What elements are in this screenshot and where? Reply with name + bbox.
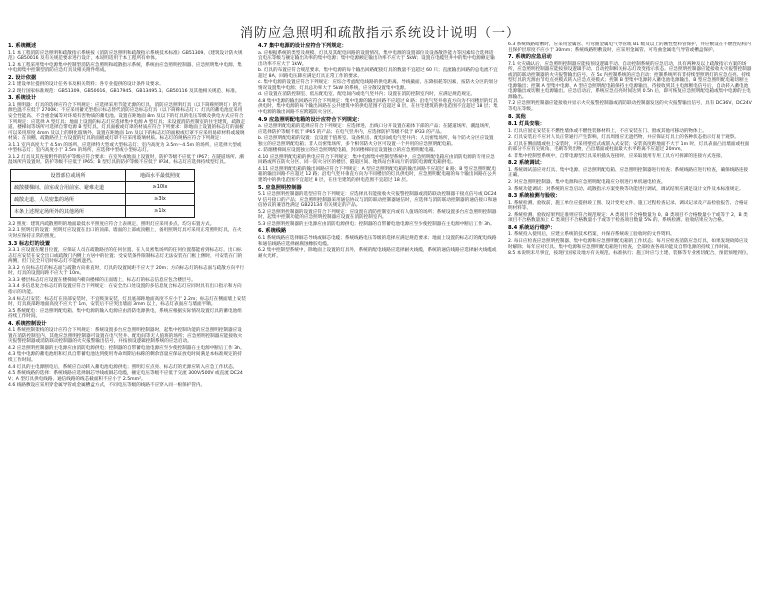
paragraph: 3. 系统功能调试：对系统的应急启动、疏散指示方案变换等功能进行调试，调试结果应满足设计文件及本标准规定。 [508, 186, 744, 192]
paragraph: 4.6 线路敷设应采用穿金属导管或金属槽盒方式，不同电压等级的线路不应穿入同一根保护管内。 [8, 383, 206, 389]
paragraph: 4.4 灯具的主电源断电后，系统应自动转入蓄电池电源供电；照明灯应点亮、标志灯的光源应转入应急工作状态。 [8, 364, 238, 370]
paragraph: b. 应急照明配电箱的设置：宜设置于值班室、设备机房、配电间或电气竖井内；人员密集场所，每个防火分区应设置独立的应急照明配电箱；非人员密集场所，多个相邻防火分区可设置一个共用的应急照明配电箱。 [258, 136, 494, 147]
paragraph: 7.1 火灾确认后，应急照明控制器应能按预设逻辑手动、自动控制系统的应急启动，具有两种及以上疏散指示方案的场所，应急照明控制器应能按预设逻辑手动、自动控制相关标志灯改变指示状态。应急照明控制器应能接收火灾报警控制器或消防联动控制器的火灾报警输出信号，在 5s 内控制系统的应急启动：控制系统所有非持续型照明灯的应急点亮、持续型灯具的光源由节电点亮模式转入应急点亮模式；控制 B 型集中电源转入蓄电池电源输出、B 型应急照明配电箱切断主电源输出；控制 A 型集中电源、A 型应急照明配电箱保持主电源输出，待接收到其主电源断电信号后，自动转入蓄电池电源输出或切断主电源输出。应急启动后，系统应急点亮时间达到 0.5h 后，即可恢复应急照明配电箱或集中电源的主电源输出。 [508, 61, 752, 100]
paragraph: 6.2 集中控制型系统中，除地面上设置的灯具外，系统的配电线路应选择耐火线缆，系统的通信线路应选择耐火线缆或耐火光纤。 [258, 248, 497, 259]
paragraph: 3.3.4 多信息复合标志灯的设置应符合下列规定：在安全出口处设置的多信息复合标志灯应同时具有出口指示和方向指示的功能。 [8, 284, 242, 295]
paragraph: 3.2.1 照明灯的设置：照明灯应设置在出口的顶部、墙面的上部或顶棚上，备用照明灯具可采用正常照明灯具，在火灾时应保持正常的照度。 [8, 228, 242, 240]
paragraph: 3.1.2 灯具及其连接附件的防护等级应符合要求：在室外或地面上设置时，防护等级不应低于 IP67；在隧道场所、潮湿场所内设置时，防护等级不应低于 IP65；B 型灯具的防护等级不应低于 IP34。标志灯应选择持续型灯具。 [8, 154, 244, 166]
table-row [11, 205, 195, 217]
illuminance-table [10, 169, 195, 218]
paragraph: d. 应设置在消防控制室、低压配电室、配电间内或电气竖井内；设置在消防控制室内时，应满足规范规定。 [258, 92, 476, 98]
paragraph: c. 集中电源的设置应符合下列规定：应综合考虑配电线路的供电距离、导线截面、压降损耗等因素，按防火分区的划分情况设置集中电源；灯具总功率大于 5kW 的系统，应分散设置集中电源。 [258, 80, 498, 91]
table-cell: ≥10lx [126, 181, 195, 193]
paragraph: 4.2 应急照明控制器的主电源应由消防电源供电；控制器的自带蓄电池电源应至少使控制器在主电源中断后工作 3h。 [8, 345, 245, 351]
paragraph: 3.3.3 楼层标志灯应设置在楼梯间内朝向楼梯的正面墙上，标志灯的标志信息应包含楼层号。 [8, 277, 196, 283]
table-header-cell: 地面水平最低照度 [126, 169, 195, 181]
table-cell: ≥3lx [126, 193, 195, 205]
paragraph: 4.11 应急照明配电箱的输出回路应符合下列规定：A 型应急照明配电箱的输出回路不应超过 8 路；B 型应急照明配电箱的输出回路不应超过 12 路；沿电气竖井垂直方向为不同楼层的灯具供电时，应急照明配电箱的每个输出回路在公共建筑中的供电范围不宜超过 8 层，在住宅建筑的供电范围不宜超过 18 层。 [258, 166, 497, 184]
paragraph: 4.1 系统控制架构的设计应符合下列规定：系统设置多台应急照明控制器时，起集中控制功能的应急照明控制器应设置在消防控制室内，其他应急照明控制器可设置在电气竖井、配电间等无人值班的场所；应急照明控制器应能接收火灾报警控制器或消防联动控制器的火灾报警输出信号，并按预设逻辑控制系统的应急启动。 [8, 328, 243, 345]
paragraph: 8.5 本说明未尽事宜，按现行国家及地方有关规范、标准执行；施工时应与土建、装修等专业密切配合，预留预埋到位。 [508, 251, 752, 257]
section-heading: 8.3 系统检测与验收： [508, 193, 561, 200]
paragraph: b. 灯具的布置应符合规范要求，集中电源的每个输出回路配接灯具的数量不宜超过 60 只；直流输出回路的总电流不宜超过 8A，回路电压降应满足灯具正常工作的要求。 [258, 68, 498, 79]
paragraph: 1. 系统调试前应对灯具、集中电源、应急照明配电箱、应急照明控制器进行检查；系统线路应进行检查，确保线路连接正确。 [508, 167, 749, 179]
paragraph: 3.2 照度：建筑内疏散照明的地面最低水平照度应符合上表规定，照明灯应采用多点、均匀布置方式。 [8, 221, 215, 227]
paragraph: a. 应根据系统的类型及规模、灯具及其配电回路的设置情况、集中电源的设置部位及设备散热能力等因素综合选择适宜电压等级与额定输出功率的集中电源；集中电源额定输出功率不应大于 5kW；设置在电缆竖井中的集中电源额定输出功率不应大于 1kW。 [258, 50, 495, 67]
table-cell: 疏散楼梯间、前室或合用前室、避难走道 [11, 181, 126, 193]
paragraph: 4.8 集中电源的输出回路应符合下列规定：集中电源的输出回路不应超过 8 路；沿电气竖井垂直方向为不同楼层的灯具供电时，集中电源的每个输出回路在公共建筑中的供电范围不宜超过 8 层，在住宅建筑的供电范围不宜超过 18 层；集中电源的输出回路不应跨越防火分区。 [258, 98, 498, 116]
section-heading: 5. 应急照明控制器 [258, 184, 302, 191]
table-header-cell: 设置部位或场所 [11, 169, 126, 181]
paragraph: 3.1 照明器：灯具的选择应符合下列规定：应选择采用节能光源的灯具，消防应急照明灯具（以下简称照明灯）的光源色温不应低于 2700K；不应采用蓄光型指示标志替代消防应急标志灯具（以下简称标志灯）；灯具的蓄电池宜采用安全性能高、不含重金属等对环境有害物质的蓄电池。设置在距地面 8m 及以下的灯具的电压等级及供电方式应符合下列规定：应选择 A 型灯具；地面上设置的标志灯应选择集中电源 A 型灯具；未设置消防控制室的住宅建筑，疏散走道、楼梯间等场所可选择自带电源 B 型灯具。灯具面板或灯罩的材质应符合下列要求：除地面上设置的标志灯的面板可以采用厚度 4mm 及以上的钢化玻璃外，设置在距地面 1m 及以下的标志灯的面板或灯罩不应采用易碎材料或玻璃材质；在顶棚、疏散路径上方设置的灯具的面板或灯罩不应采用玻璃材质。标志灯的规格应符合下列规定： [8, 102, 246, 142]
paragraph: 3. 灯具在侧面墙或柱上安装时，可采用壁挂式或嵌入式安装；安装高度距地面不大于 1m 时，灯具表面凸出墙面或柱面的部分不应有尖锐角、毛刺等突出物，凸出墙面或柱面最大水平距离不应超过 20mm。 [508, 141, 750, 153]
paragraph: 1.2 本工程采用集中电源集中控制型消防应急照明和疏散指示系统，系统由应急照明控制器、应急照明集中电源、集中电源集中控制型消防应急灯具及相关附件组成。 [8, 62, 242, 74]
section-heading: 2. 设计依据 [8, 74, 37, 81]
column-middle [258, 42, 498, 590]
section-heading: 4. 系统控制设计 [8, 320, 47, 327]
table-row [11, 181, 195, 193]
paragraph: 5.3 应急照明控制器的主电源应由消防电源供电；控制器的自带蓄电池电源应至少使控制器在主电源中断后工作 3h。 [258, 221, 495, 227]
right-paragraphs [508, 42, 752, 257]
section-heading: 3. 系统设计 [8, 95, 37, 102]
paragraph: a. 应急照明配电箱的选择应符合下列规定：应选择进、出线口分开设置在箱体下部的产品；在隧道场所、潮湿场所，应选择防护等级不低于 IP65 的产品；在电气竖井内，应选择防护等级不低于 IP33 的产品。 [258, 124, 494, 135]
table-row [11, 193, 195, 205]
paragraph: 7.2 应急照明控制器应能接收并显示火灾报警控制器或消防联动控制器发送的火灾报警输出信号，具有 DC36V、DC24V 等电压等级。 [508, 101, 752, 113]
paragraph: c. 防烟楼梯间应设置独立的应急照明配电箱，封闭楼梯间宜设置独立的应急照明配电箱。 [258, 148, 439, 154]
section-heading: 8. 其他 [508, 113, 526, 120]
column-right [508, 42, 752, 590]
paragraph: 5.1 应急照明控制器的选型应符合下列规定：应选择具有能接收火灾报警控制器或消防联动控制器干接点信号或 DC24V 信号接口的产品；应急照明控制器采用通信协议与消防联动控制器通信时，应选择与消防联动控制器的通信接口和通信协议的兼容性满足 GB22134 有关规定的产品。 [258, 192, 497, 209]
section-heading: 1. 系统概述 [8, 43, 37, 49]
paragraph: 6.3 系统线路暗敷时，应采用金属管、可弯曲金属电气导管或 B1 级及以上的刚性塑料管保护，并应敷设在不燃性结构内且保护层厚度不应小于 30mm；系统线路明敷设时，应采用金属管、可弯曲金属电气导管或槽盒保护。 [508, 42, 751, 53]
paragraph: 4. 非集中控制型系统中，自带电源型灯具采用插头连接时，应采取使用专用工具方可拆卸的连接方式连接。 [508, 153, 726, 159]
section-heading: 8.1 灯具安装： [508, 121, 545, 128]
paragraph: 3.5 系统配电：应急照明配电箱、集中电源的输入电源应由消防电源供电，系统应根据实际情况设置灯具的蓄电池组持续工作时间。 [8, 308, 242, 320]
paragraph: 6.1 系统线路应选择铜芯导线或铜芯电缆；系统线路电压等级的选择应满足规范要求；地面上设置的标志灯的配电线路和通信线路应选择耐腐蚀橡胶电缆。 [258, 235, 497, 247]
paragraph: 3.1.1 室内高度大于 4.5m 的场所，应选择特大型或大型标志灯；室内高度为 3.5m～4.5m 的场所，应选择大型或中型标志灯；室内高度小于 3.5m 的场所，应选择中型或小型标志灯。 [8, 142, 242, 154]
page-title: 消防应急照明和疏散指示系统设计说明（一） [239, 26, 520, 41]
paragraph: 2. 每日应检查应急照明控制器、集中电源和应急照明配电箱的工作状态；每月应检查消防应急灯具，如果发现故障应及时解除；每年应对灯具、集中电源和应急照明配电箱进行检查，全部检查各项功能及自带电源的持续工作时间。 [508, 238, 749, 250]
paragraph: 3.3.2 方向标志灯的标志面与疏散方向垂直时，灯具的设置间距不应大于 20m；方向标志灯的标志面与疏散方向平行时，灯具的设置间距不应大于 10m。 [8, 265, 245, 277]
left-paragraphs-bottom [8, 222, 246, 389]
section-heading: 4.7 集中电源的设计应符合下列规定： [258, 43, 347, 49]
section-heading: 3.3 标志灯的设置 [8, 240, 51, 247]
table-cell: 疏散走道、人员密集的场所 [11, 193, 126, 205]
paragraph: 4.3 集中电源的蓄电池组和灯具自带蓄电池达到使用寿命周期后标称的剩余容量应保证放电时间满足本标准规定的持续工作时间。 [8, 352, 242, 363]
paragraph: 1.1 本工程消防应急照明和疏散指示系统按《消防应急照明和疏散指示系统技术标准》GB51309、《建筑设计防火规范》GB50016 及有关规范要求进行设计，本说明适用于本工程所有单体。 [8, 50, 243, 62]
table-cell: 本条上述规定场所外的其他场所 [11, 205, 126, 217]
paragraph: 2.1 建设单位提供的设计任务书及相关资料；各专业提供的设计条件及要求。 [8, 82, 164, 88]
section-heading: 6. 系统线路 [258, 228, 287, 235]
column-left [8, 42, 246, 590]
section-heading: 8.4 系统运行维护： [508, 224, 556, 231]
paragraph: 2. 对应急照明控制器、集中电源和应急照明配电箱应分别进行单机通电检查。 [508, 180, 666, 186]
left-paragraphs-top [8, 44, 246, 166]
paragraph: 3.3.1 应设置在醒目位置，应保证人员在疏散路径的任何位置、在人员密集场所的任何位置都能看到标志灯。出口标志灯应安装在安全出口或疏散门内侧上方居中的位置；受安装条件限制标志灯无法安装在门框上侧时，可安装在门的两侧，但门完全开启时标志灯不能被遮挡。 [8, 248, 243, 265]
paragraph: 4.5 系统线路的选择：系统线路应选择铜芯导线或铜芯电缆，额定电压等级不应低于交流 300V/500V 或直流 DC24V；A 型灯具供电线路、通信线路的线芯截面积不应小于 2.5mm²。 [8, 371, 243, 382]
paragraph: 3.4 标志灯安装：标志灯在顶部安装时，不宜吸顶安装，灯具底部距地面高度不应小于 2.2m；标志灯在侧面墙上安装时，灯具底部距地面高度不应大于 1m，安装后不应突出墙面 3mm 以上，标志灯表面应与墙面平顺。 [8, 296, 246, 308]
paragraph: 1. 系统投入使用后，应建立系统的技术档案，并保存系统竣工验收时的文件资料。 [508, 232, 675, 238]
paragraph: 2. 灯具安装后不应对人员正常通行产生影响，灯具周围应无遮挡物，并应保证灯具上的各种状态指示灯易于观察。 [508, 135, 739, 141]
section-heading: 7. 系统的应急启动 [508, 54, 552, 61]
paragraph: 4.10 应急照明配电箱的供电应符合下列规定：集中电源集中控制型系统中，应急照明配电箱应由消防电源的专用应急回路或所在防火分区、同一防火分区的楼层、隧道区间、地铁站台和站厅的消防电源配电箱供电。 [258, 154, 495, 166]
paragraph: 5.2 应急照明控制器的设置应符合下列规定：应设置在消防控制室内或有人值班的场所；系统设置多台应急照明控制器时，起集中控制功能的应急照明控制器应设置在消防控制室内。 [258, 209, 497, 221]
paragraph: 1. 系统检测、验收前，施工单位应提供竣工图、设计变更文件、施工过程检查记录、调试记录及产品检验报告、合格证明材料等。 [508, 200, 749, 212]
paragraph: 1. 灯具应固定安装在不燃性墙体或不燃性装修材料上，不应安装在门、窗或其他可移动的物体上。 [508, 128, 707, 134]
table-header-row [11, 169, 195, 181]
table-cell: ≥1lx [126, 205, 195, 217]
middle-paragraphs [258, 44, 498, 259]
section-heading: 8.2 系统调试： [508, 160, 545, 167]
paragraph: 2.2 现行国家标准规范：GB51309、GB50016、GB17945、GB13495.1、GB50116 及其他相关规范、标准。 [8, 88, 240, 94]
paragraph: 2. 系统检测、验收结果判定准则应符合规范规定：A 类项目不合格数量为 0、B 类项目不合格数量小于或等于 2，B 类项目不合格数量加上 C 类项目不合格数量小于或等于检查项目数量 5% 的，系统检测、验收结果应为合格。 [508, 212, 748, 224]
section-heading: 4.9 应急照明配电箱的设计应符合下列规定： [258, 116, 363, 123]
